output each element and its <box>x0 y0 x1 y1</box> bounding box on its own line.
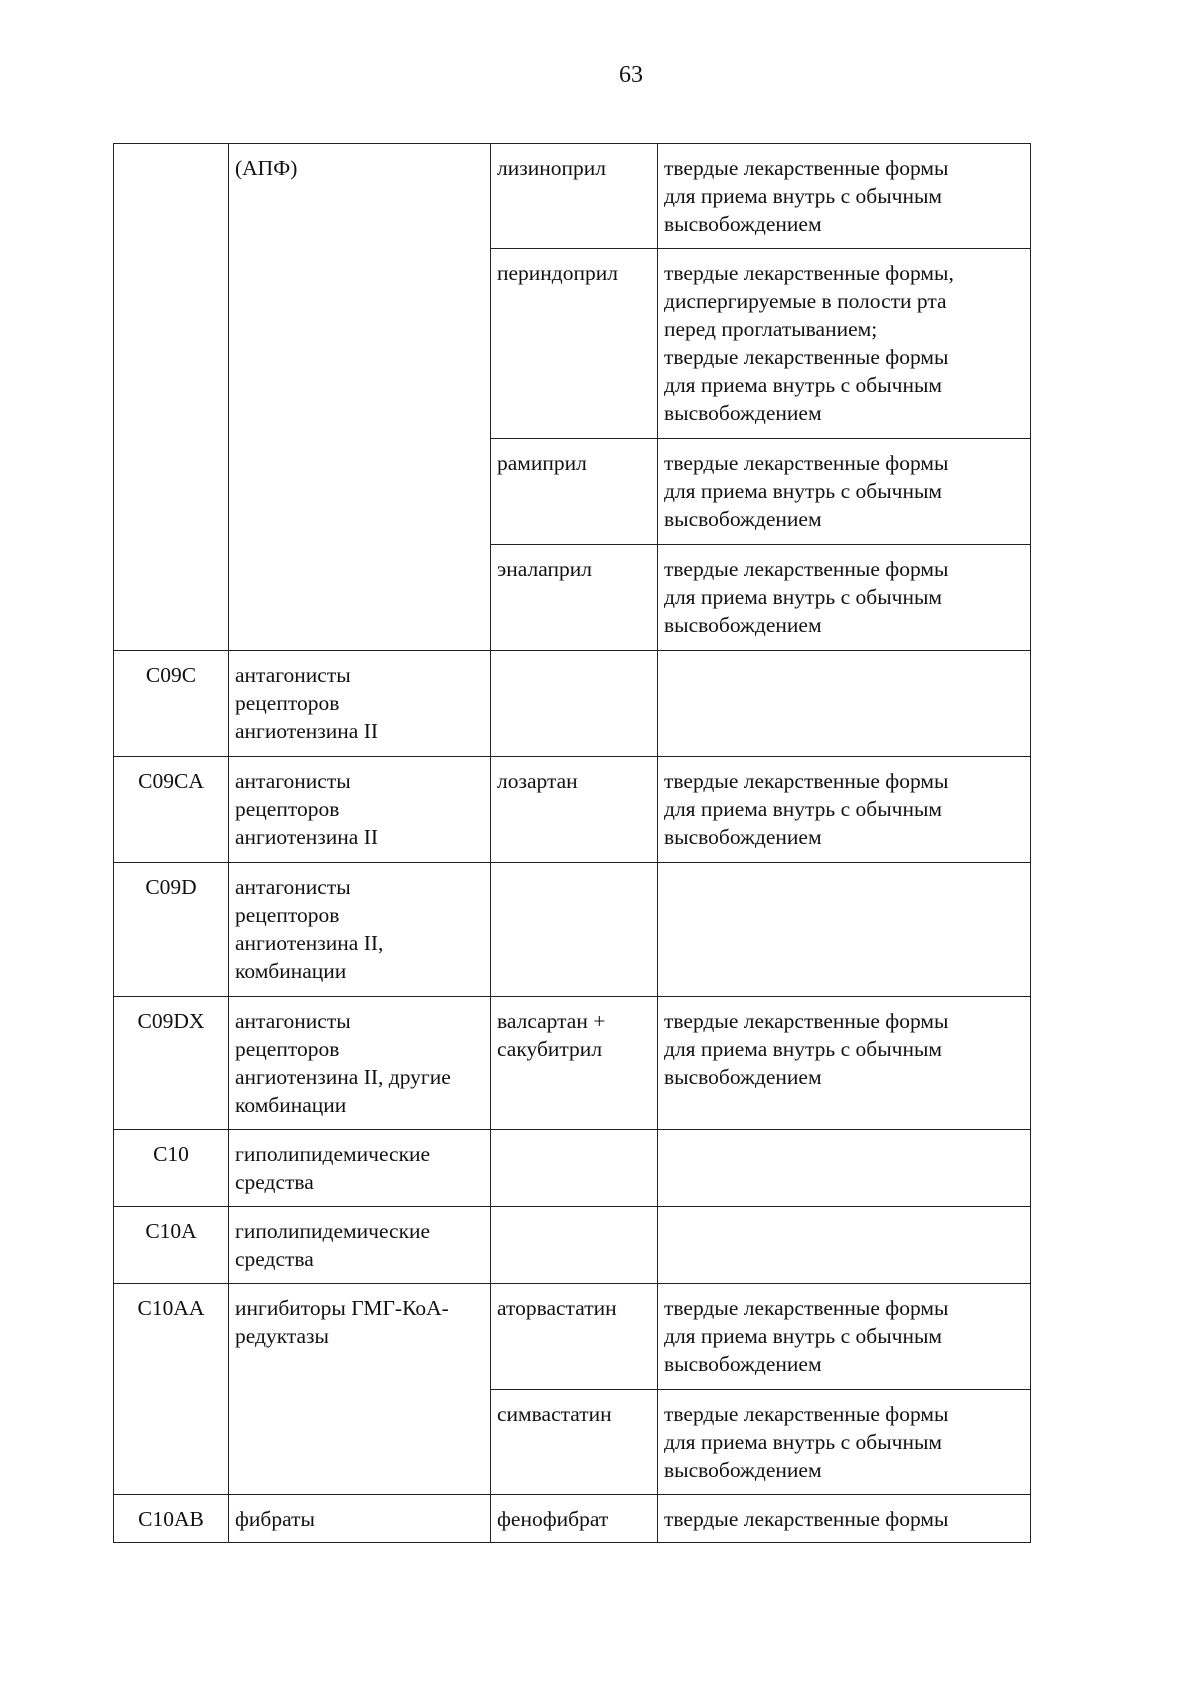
drug-cell <box>491 863 658 997</box>
atc-code-cell: C09DX <box>114 997 229 1130</box>
form-cell: твердые лекарственные формы для приема внутрь с обычным высвобождением <box>658 439 1031 545</box>
form-cell: твердые лекарственные формы, диспергируемые в полости рта перед проглатыванием; твердые лекарственные формы для приема внутрь с обычным высвобождением <box>658 249 1031 439</box>
drug-cell: лизиноприл <box>491 144 658 249</box>
drug-cell: симвастатин <box>491 1390 658 1495</box>
form-cell: твердые лекарственные формы для приема внутрь с обычным высвобождением <box>658 757 1031 863</box>
atc-code-cell: C09D <box>114 863 229 997</box>
group-cell: антагонисты рецепторов ангиотензина II, другие комбинации <box>229 997 491 1130</box>
drug-cell: аторвастатин <box>491 1284 658 1390</box>
atc-code-cell: C10AB <box>114 1495 229 1543</box>
group-cell: ингибиторы ГМГ-КоА- редуктазы <box>229 1284 491 1495</box>
drug-cell <box>491 1130 658 1207</box>
form-cell <box>658 863 1031 997</box>
atc-code-cell: C09C <box>114 651 229 757</box>
atc-code-cell: C10AA <box>114 1284 229 1495</box>
form-cell: твердые лекарственные формы для приема внутрь с обычным высвобождением <box>658 144 1031 249</box>
table-row <box>114 144 1031 249</box>
drug-cell <box>491 1207 658 1284</box>
drug-cell: эналаприл <box>491 545 658 651</box>
form-cell <box>658 1130 1031 1207</box>
drug-cell: лозартан <box>491 757 658 863</box>
atc-code-cell: C09CA <box>114 757 229 863</box>
table-row <box>114 997 1031 1130</box>
atc-code-cell: C10A <box>114 1207 229 1284</box>
table-row <box>114 757 1031 863</box>
table-row <box>114 1130 1031 1207</box>
group-cell: фибраты <box>229 1495 491 1543</box>
table-row <box>114 651 1031 757</box>
drug-cell: периндоприл <box>491 249 658 439</box>
table-row <box>114 1207 1031 1284</box>
form-cell <box>658 651 1031 757</box>
group-cell: антагонисты рецепторов ангиотензина II, комбинации <box>229 863 491 997</box>
drug-cell: фенофибрат <box>491 1495 658 1543</box>
atc-code-cell <box>114 144 229 651</box>
group-cell: (АПФ) <box>229 144 491 651</box>
form-cell: твердые лекарственные формы для приема внутрь с обычным высвобождением <box>658 997 1031 1130</box>
form-cell: твердые лекарственные формы для приема внутрь с обычным высвобождением <box>658 1284 1031 1390</box>
table-row <box>114 1495 1031 1543</box>
form-cell <box>658 1207 1031 1284</box>
group-cell: гиполипидемические средства <box>229 1207 491 1284</box>
form-cell: твердые лекарственные формы <box>658 1495 1031 1543</box>
drug-cell: рамиприл <box>491 439 658 545</box>
group-cell: антагонисты рецепторов ангиотензина II <box>229 651 491 757</box>
page-number: 63 <box>619 62 643 88</box>
table-row <box>114 863 1031 997</box>
table-row <box>114 1284 1031 1390</box>
drug-cell: валсартан + сакубитрил <box>491 997 658 1130</box>
atc-code-cell: C10 <box>114 1130 229 1207</box>
drug-cell <box>491 651 658 757</box>
form-cell: твердые лекарственные формы для приема внутрь с обычным высвобождением <box>658 1390 1031 1495</box>
group-cell: гиполипидемические средства <box>229 1130 491 1207</box>
form-cell: твердые лекарственные формы для приема внутрь с обычным высвобождением <box>658 545 1031 651</box>
group-cell: антагонисты рецепторов ангиотензина II <box>229 757 491 863</box>
drug-table <box>113 143 1031 1543</box>
